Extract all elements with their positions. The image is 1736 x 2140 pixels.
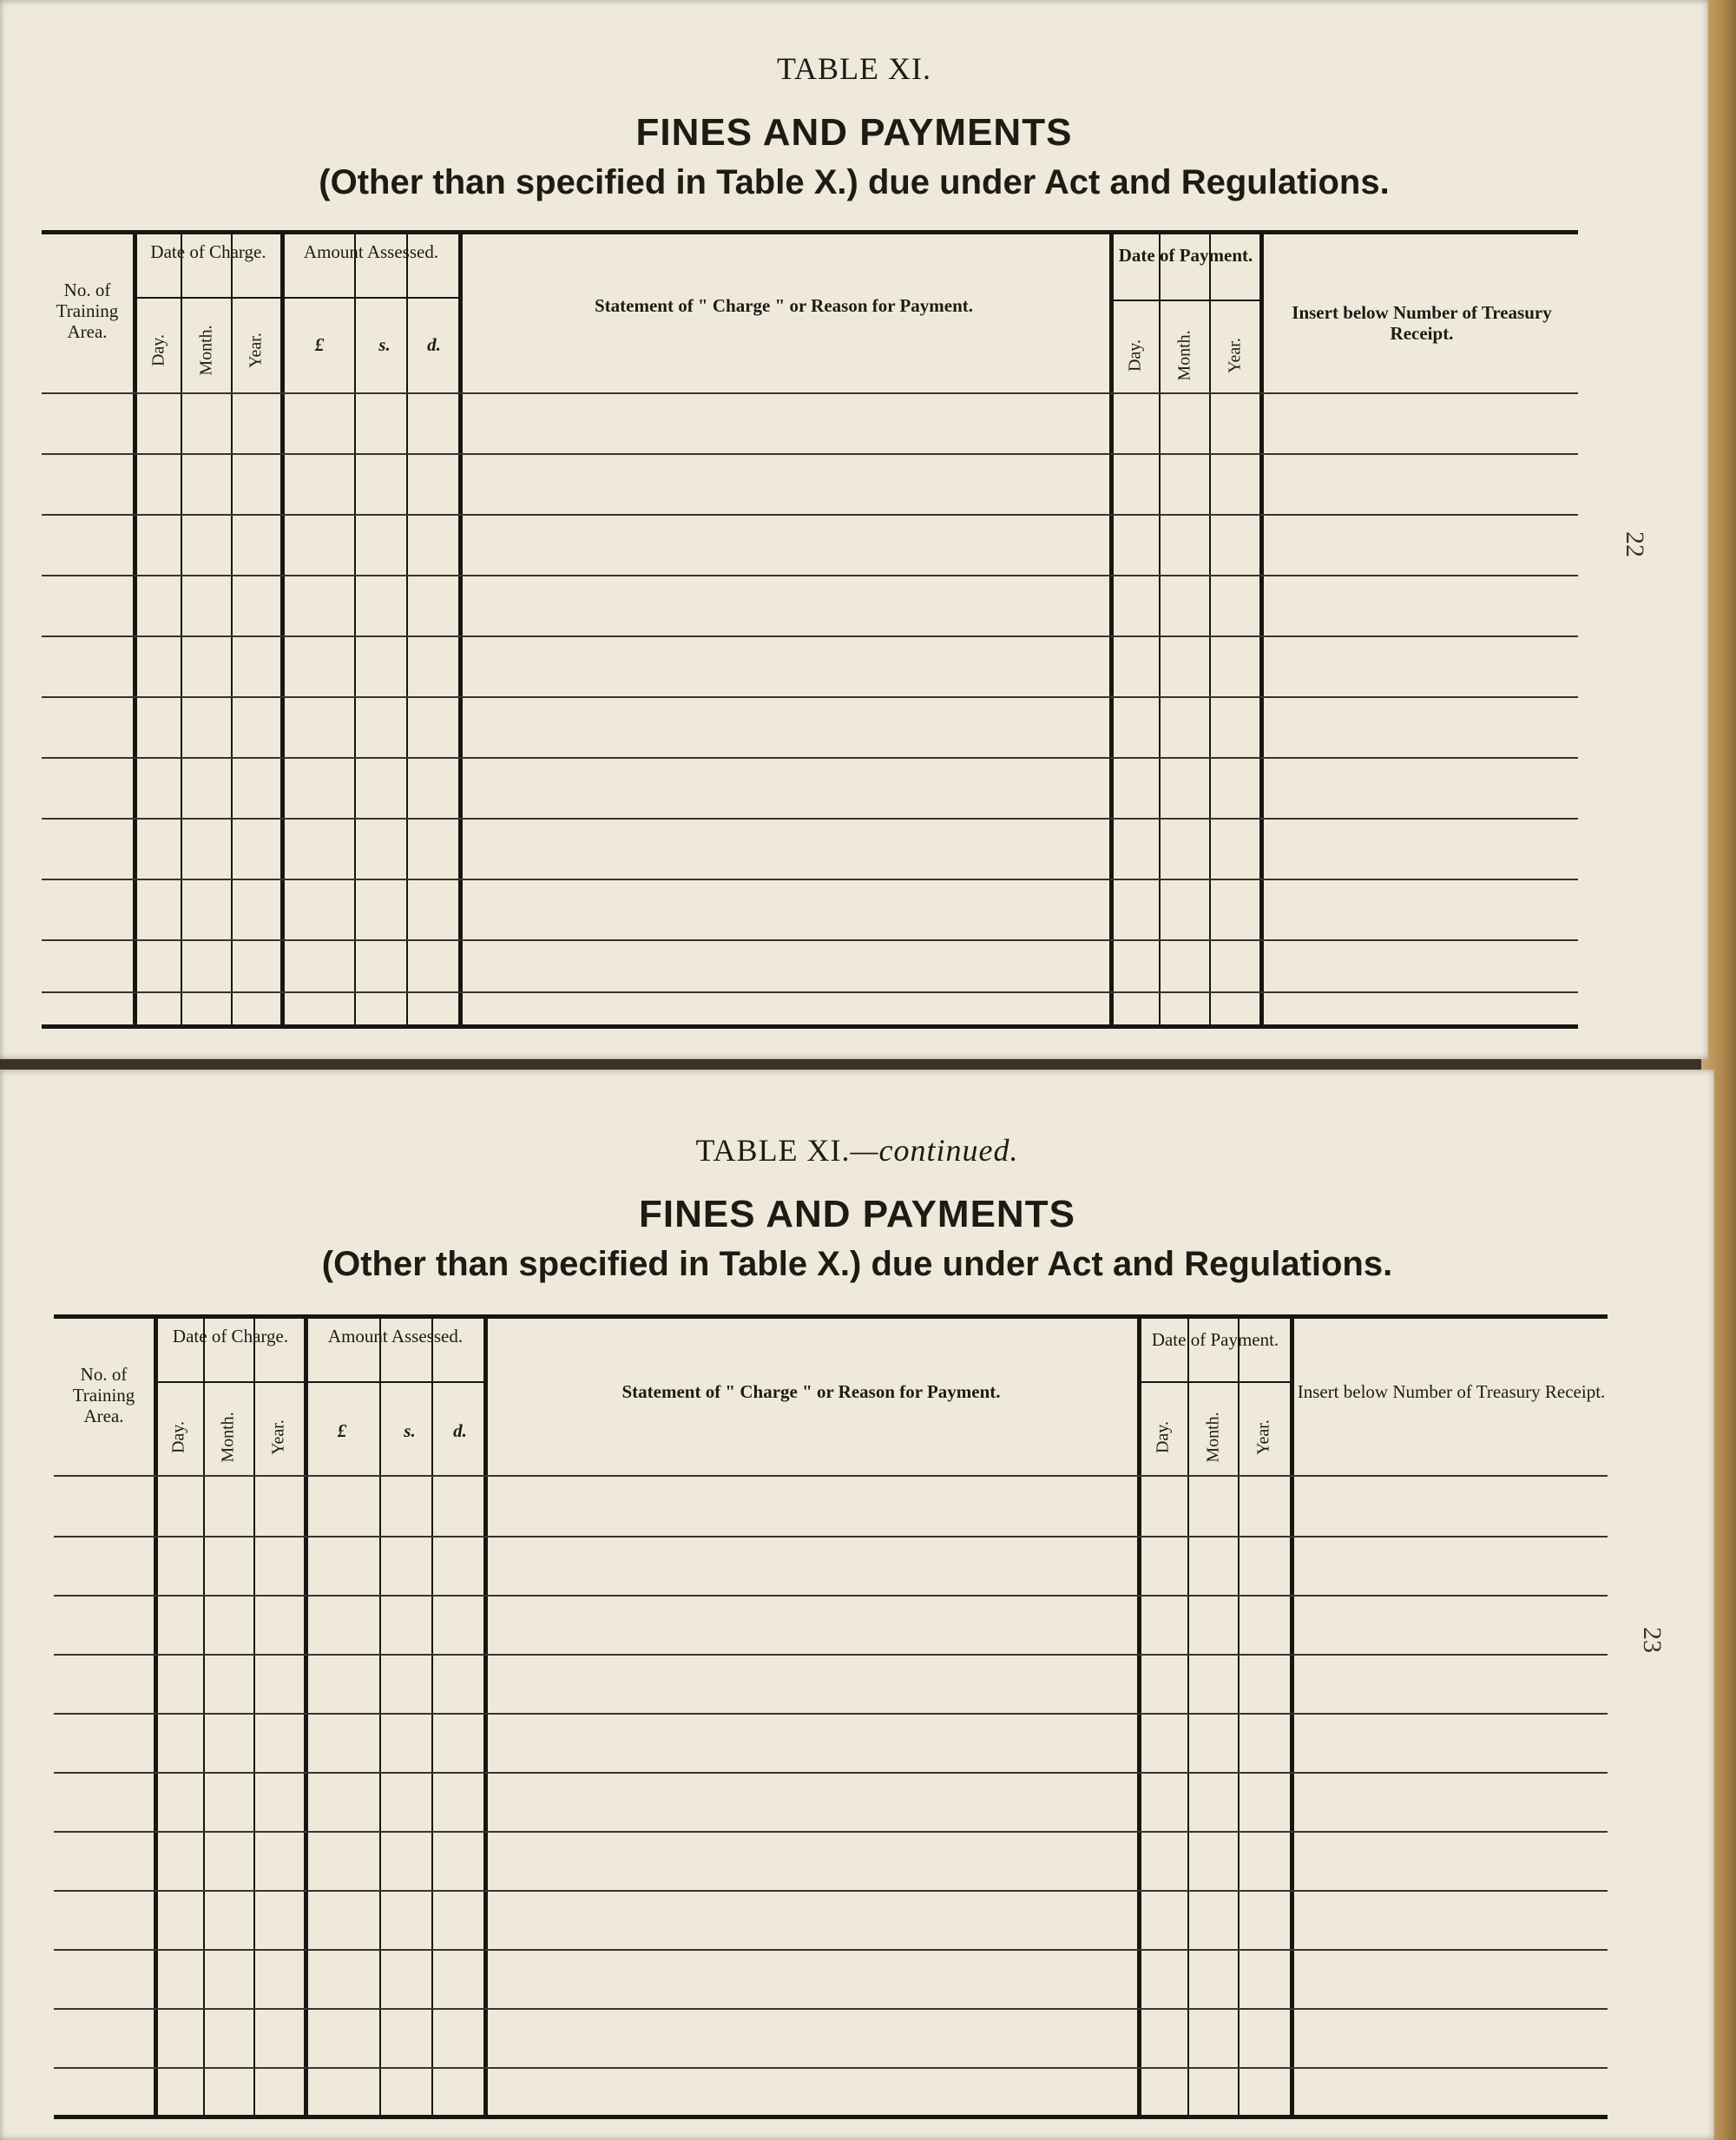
col-statement: Statement of " Charge " or Reason for Payment. bbox=[594, 295, 974, 316]
table-label: TABLE XI. bbox=[776, 51, 932, 86]
col-day: Day. bbox=[168, 1420, 188, 1454]
col-month: Month. bbox=[218, 1412, 238, 1463]
col-payment-month: Month. bbox=[1203, 1412, 1223, 1463]
col-amount-assessed: Amount Assessed. bbox=[327, 1326, 464, 1347]
page-subtitle: (Other than specified in Table X.) due under Act and Regulations. bbox=[321, 1245, 1393, 1283]
col-training-area: No. of Training Area. bbox=[56, 280, 119, 342]
page-title: FINES AND PAYMENTS bbox=[639, 1193, 1075, 1235]
col-year: Year. bbox=[246, 333, 266, 368]
col-payment-year: Year. bbox=[1225, 338, 1245, 373]
page-23 bbox=[0, 1070, 1714, 2140]
col-shillings: s. bbox=[404, 1420, 416, 1441]
page-number: 23 bbox=[1638, 1627, 1667, 1653]
col-receipt: Insert below Number of Treasury Receipt. bbox=[1297, 1381, 1606, 1402]
table-label-main: TABLE XI. bbox=[695, 1133, 851, 1168]
ledger-table bbox=[54, 1314, 1608, 2119]
table-label bbox=[0, 1132, 1714, 1169]
col-amount-assessed: Amount Assessed. bbox=[303, 241, 439, 262]
col-day: Day. bbox=[148, 333, 168, 367]
ledger-table bbox=[42, 230, 1578, 1029]
col-pence: d. bbox=[427, 334, 441, 355]
col-statement: Statement of " Charge " or Reason for Payment. bbox=[621, 1381, 1001, 1402]
col-shillings: s. bbox=[378, 334, 391, 355]
col-payment-year: Year. bbox=[1253, 1419, 1273, 1455]
col-payment-month: Month. bbox=[1174, 330, 1194, 381]
col-pounds: £ bbox=[314, 334, 325, 355]
col-pence: d. bbox=[453, 1420, 467, 1441]
col-receipt: Insert below Number of Treasury Receipt. bbox=[1292, 302, 1552, 344]
col-year: Year. bbox=[268, 1419, 288, 1455]
col-payment-day: Day. bbox=[1153, 1420, 1173, 1454]
col-payment-day: Day. bbox=[1125, 339, 1145, 372]
page-title: FINES AND PAYMENTS bbox=[635, 111, 1073, 154]
table-label-continued: —continued. bbox=[850, 1133, 1019, 1168]
page-22 bbox=[0, 0, 1708, 1059]
col-training-area: No. of Training Area. bbox=[72, 1364, 135, 1426]
col-pounds: £ bbox=[337, 1420, 347, 1441]
page-number: 22 bbox=[1621, 531, 1649, 557]
col-date-of-charge: Date of Charge. bbox=[172, 1326, 289, 1347]
col-date-of-charge: Date of Charge. bbox=[150, 241, 266, 262]
page-subtitle: (Other than specified in Table X.) due under Act and Regulations. bbox=[319, 163, 1390, 201]
col-date-of-payment: Date of Payment. bbox=[1118, 245, 1253, 266]
col-date-of-payment: Date of Payment. bbox=[1151, 1329, 1279, 1350]
col-month: Month. bbox=[196, 325, 216, 376]
